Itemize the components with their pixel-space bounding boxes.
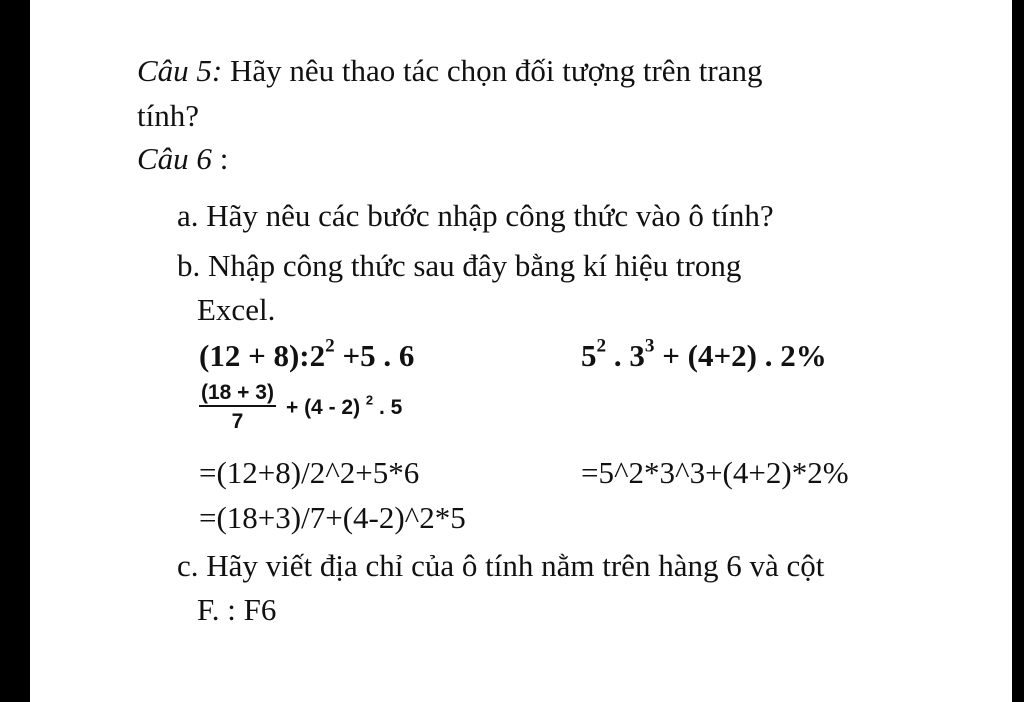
expr2-part: + (4+2) . 2%	[654, 338, 827, 373]
excel-formula-1: =(12+8)/2^2+5*6	[199, 455, 420, 490]
expr2-exponent: 3	[644, 335, 655, 357]
math-expression-1	[199, 335, 415, 373]
question-5-text-cont: tính?	[137, 98, 199, 133]
fraction	[199, 382, 276, 432]
question-5-text: Hãy nêu thao tác chọn đối tượng trên trang	[222, 53, 763, 88]
question-6c-answer: F. : F6	[197, 592, 277, 627]
excel-formula-3: =(18+3)/7+(4-2)^2*5	[199, 500, 466, 535]
expr1-part: +5 . 6	[334, 338, 415, 373]
question-6b: b. Nhập công thức sau đây bằng kí hiệu trong	[177, 248, 742, 283]
question-6-suffix: :	[211, 141, 229, 176]
question-6c: c. Hãy viết địa chỉ của ô tính nằm trên hàng 6 và cột	[177, 548, 825, 583]
question-6a: a. Hãy nêu các bước nhập công thức vào ô tính?	[177, 198, 774, 233]
expr2-part: 5	[581, 338, 597, 373]
question-6-label: Câu 6	[137, 141, 212, 176]
expr3-part: . 5	[373, 395, 403, 419]
expr3-rest	[285, 391, 403, 419]
fraction-denominator: 7	[231, 410, 244, 433]
expr1-exponent: 2	[325, 335, 335, 357]
expr3-part: + (4 - 2)	[285, 395, 366, 419]
fraction-numerator: (18 + 3)	[199, 382, 276, 407]
document-page	[30, 0, 1012, 702]
expr2-part: . 3	[606, 338, 645, 373]
question-5	[137, 55, 762, 86]
math-expression-3	[199, 382, 402, 432]
excel-formula-2: =5^2*3^3+(4+2)*2%	[581, 455, 849, 490]
expr1-part: (12 + 8):2	[199, 338, 326, 373]
expr3-exponent: 2	[365, 391, 374, 407]
question-6	[137, 143, 228, 174]
expr2-exponent: 2	[596, 335, 607, 357]
question-6b-cont: Excel.	[197, 292, 276, 327]
math-expression-2	[581, 335, 827, 373]
question-5-label: Câu 5:	[137, 53, 223, 88]
